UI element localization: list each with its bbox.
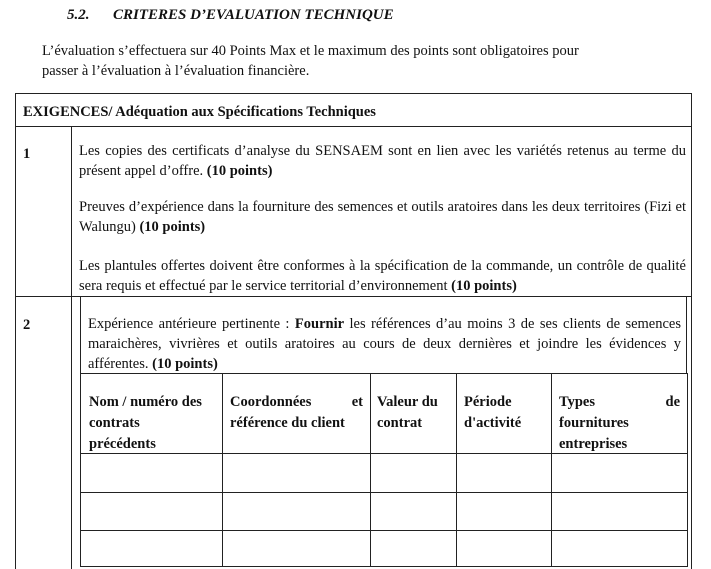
- section-heading: [67, 5, 394, 25]
- intro-paragraph: [42, 41, 642, 81]
- criterion-1a-points: (10 points): [206, 163, 273, 179]
- col-header-contracts: Nom / numéro des contrats précédents: [89, 394, 202, 452]
- criterion-1c: [79, 256, 686, 296]
- criterion-1b: [79, 197, 686, 237]
- row-number-1: 1: [23, 146, 31, 162]
- criterion-2-text: les références d’au moins 3 de ses clients de semences maraichères, vivrières et outils aratoires au cours de deux dernières et joindre les évidences y afférentes.: [88, 316, 682, 372]
- ref-row-divider-1: [80, 492, 688, 493]
- table-header: EXIGENCES/ Adéquation aux Spécifications Techniques: [23, 104, 376, 120]
- ref-col-divider-3: [456, 373, 457, 567]
- criterion-2-lead: Expérience antérieure pertinente :: [88, 316, 290, 332]
- criterion-2-lead-bold: Fournir: [294, 316, 345, 332]
- col-header-supplies: Types de fournitures entreprises: [559, 394, 680, 452]
- criterion-1a: [79, 141, 686, 181]
- row-number-2: 2: [23, 317, 31, 333]
- header-divider: [15, 126, 692, 127]
- col-header-value: Valeur du contrat: [377, 394, 438, 431]
- criterion-2: [88, 314, 681, 374]
- row-divider: [15, 296, 692, 297]
- inner-right-border: [686, 296, 687, 374]
- ref-col-divider-4: [551, 373, 552, 567]
- number-column-divider: [71, 126, 72, 569]
- criterion-1c-points: (10 points): [451, 278, 517, 294]
- col-header-client: Coordonnées et référence du client: [230, 394, 363, 431]
- intro-line-2: passer à l’évaluation à l’évaluation financière.: [42, 63, 310, 79]
- criterion-2-points: (10 points): [152, 356, 218, 372]
- criterion-1a-text: Les copies des certificats d’analyse du SENSAEM sont en lien avec les variétés retenus au terme du présent appel d’offre.: [79, 143, 686, 179]
- section-number: 5.2.: [67, 7, 90, 23]
- ref-col-divider-1: [222, 373, 223, 567]
- criterion-1b-text: Preuves d’expérience dans la fourniture des semences et outils aratoires dans les deux territoires (Fizi et Walungu): [79, 199, 686, 235]
- ref-col-divider-2: [370, 373, 371, 567]
- criterion-1b-points: (10 points): [139, 219, 206, 235]
- section-title: CRITERES D’EVALUATION TECHNIQUE: [113, 7, 394, 23]
- criterion-1c-text: Les plantules offertes doivent être conformes à la spécification de la commande, un contrôle de qualité sera requis et effectué par le service territorial d’environnement: [79, 258, 686, 294]
- ref-row-divider-2: [80, 530, 688, 531]
- col-header-period: Période d'activité: [464, 394, 522, 431]
- inner-left-border: [80, 296, 81, 374]
- intro-line-1: L’évaluation s’effectuera sur 40 Points Max et le maximum des points sont obligatoires pour: [42, 43, 579, 59]
